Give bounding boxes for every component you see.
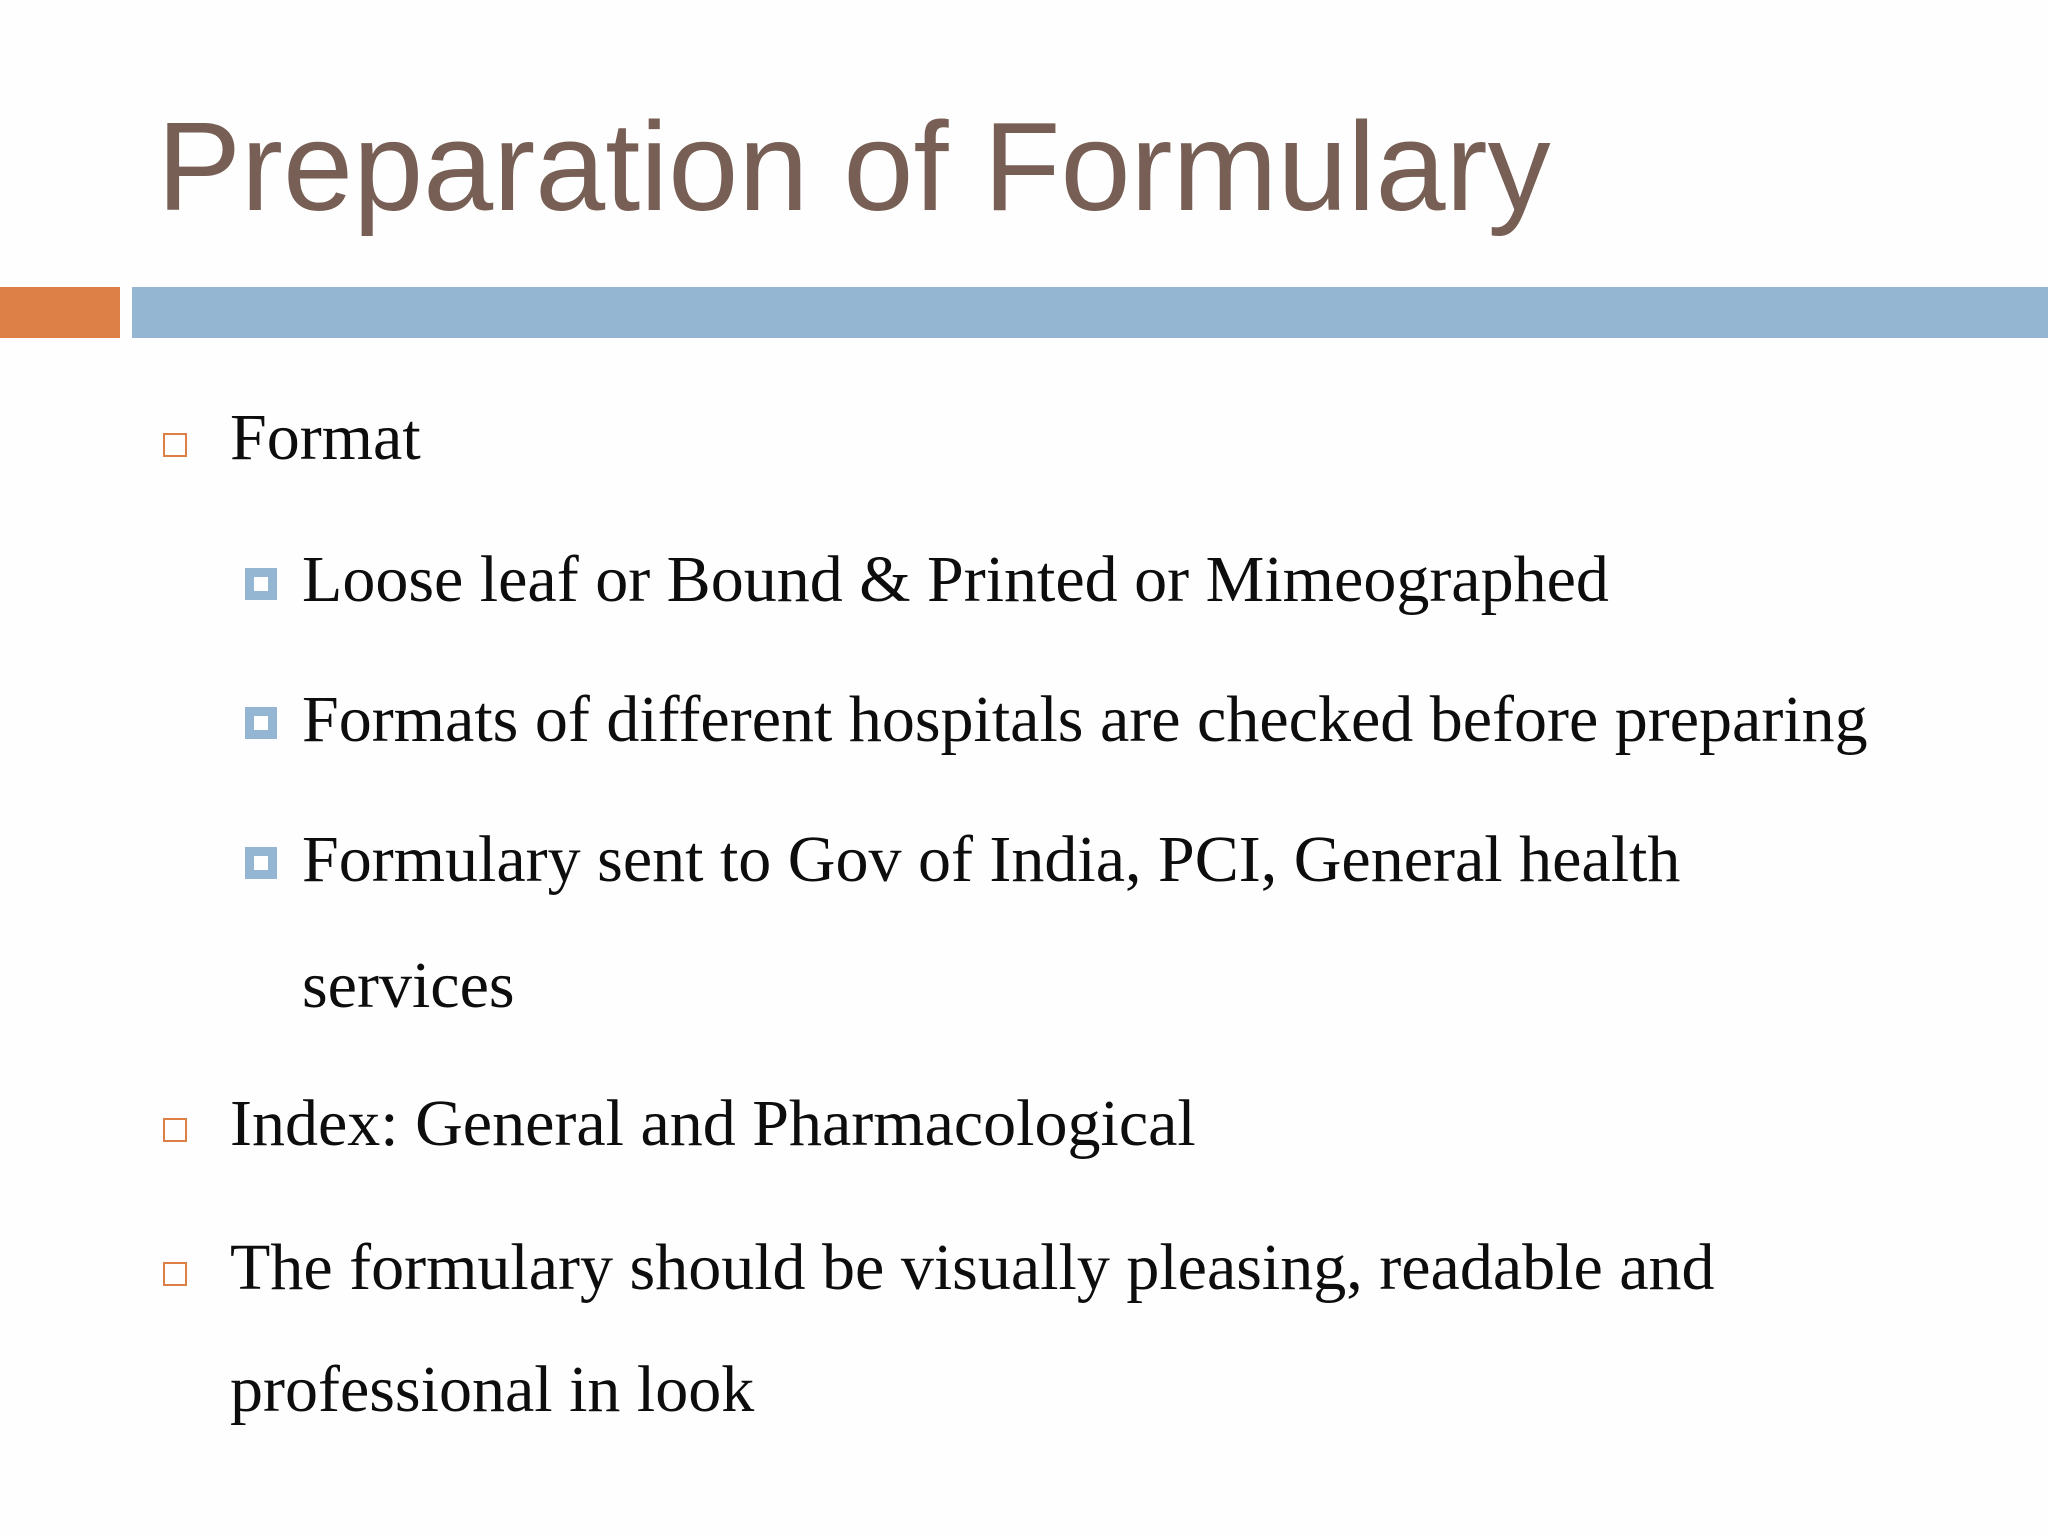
slide-title: Preparation of Formulary bbox=[157, 96, 1551, 237]
sub-bullet-item bbox=[302, 680, 1868, 760]
framed-square-bullet-icon bbox=[245, 568, 277, 600]
accent-bar-orange bbox=[0, 287, 120, 338]
hollow-square-bullet-icon bbox=[163, 433, 187, 457]
bullet-text: The formulary should be visually pleasing, readable and bbox=[230, 1231, 1715, 1304]
sub-bullet-text: Formulary sent to Gov of India, PCI, General health bbox=[302, 823, 1681, 896]
bullet-item bbox=[230, 398, 421, 478]
bullet-text: Index: General and Pharmacological bbox=[230, 1087, 1196, 1160]
framed-square-bullet-icon bbox=[245, 707, 277, 739]
sub-bullet-item bbox=[302, 820, 1680, 1026]
hollow-square-bullet-icon bbox=[163, 1262, 187, 1286]
sub-bullet-text: Loose leaf or Bound & Printed or Mimeographed bbox=[302, 543, 1609, 616]
bullet-text: Format bbox=[230, 401, 421, 474]
accent-bar-blue bbox=[132, 287, 2048, 338]
bullet-text-continuation: professional in look bbox=[230, 1353, 755, 1426]
sub-bullet-item bbox=[302, 540, 1609, 620]
hollow-square-bullet-icon bbox=[163, 1118, 187, 1142]
bullet-item bbox=[230, 1228, 1715, 1430]
bullet-item bbox=[230, 1084, 1196, 1164]
framed-square-bullet-icon bbox=[245, 847, 277, 879]
sub-bullet-text-continuation: services bbox=[302, 949, 515, 1022]
sub-bullet-text: Formats of different hospitals are checked before preparing bbox=[302, 683, 1868, 756]
